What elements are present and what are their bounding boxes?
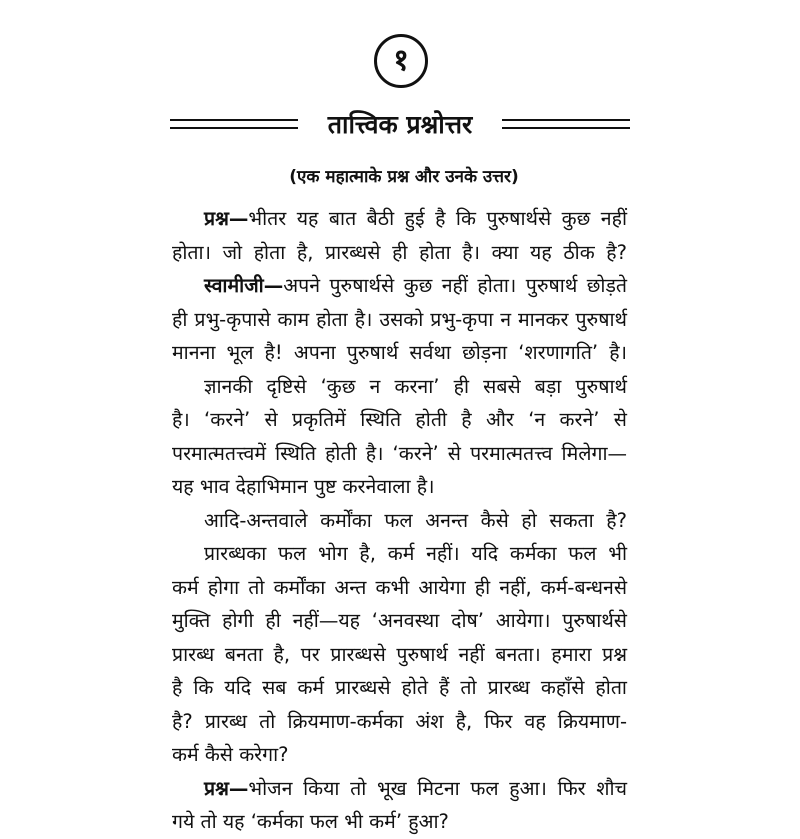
line-text: है। ‘करने’ से प्रकृतिमें स्थिति होती है और ‘न करने’ से (172, 408, 627, 431)
line-text: प्रारब्ध बनता है, पर प्रारब्धसे पुरुषार्थ नहीं बनता। हमारा प्रश्न (172, 642, 627, 666)
text-line (172, 236, 627, 270)
speaker-label: प्रश्न— (204, 776, 249, 800)
text-line (172, 705, 627, 739)
heading-rule-left (170, 119, 298, 129)
text-line (172, 437, 627, 471)
chapter-number-badge (374, 34, 428, 88)
chapter-subtitle: (एक महात्माके प्रश्न और उनके उत्तर) (289, 167, 519, 187)
heading-rule-right (502, 119, 630, 129)
chapter-number: १ (393, 43, 409, 78)
chapter-title: तात्त्विक प्रश्नोत्तर (327, 109, 473, 139)
line-text: होता। जो होता है, प्रारब्धसे ही होता है। क्या यह ठीक है? (172, 240, 627, 264)
text-line (172, 470, 627, 504)
line-text: अपने पुरुषार्थसे कुछ नहीं होता। पुरुषार्थ छोड़ते (283, 274, 627, 297)
line-text: ज्ञानकी दृष्टिसे ‘कुछ न करना’ ही सबसे बड़ा पुरुषार्थ (204, 374, 627, 398)
text-line (172, 571, 627, 605)
speaker-label: प्रश्न— (204, 207, 249, 230)
line-text: मानना भूल है! अपना पुरुषार्थ सर्वथा छोड़ना ‘शरणागति’ है। (172, 341, 627, 364)
line-text: प्रारब्धका फल भोग है, कर्म नहीं। यदि कर्मका फल भी (204, 542, 627, 565)
text-line (172, 403, 627, 437)
text-line (172, 504, 627, 538)
text-line (172, 202, 627, 236)
text-line (172, 537, 627, 571)
line-text: है? प्रारब्ध तो क्रियमाण-कर्मका अंश है, फिर वह क्रियमाण- (172, 709, 627, 733)
body-text (172, 202, 627, 839)
line-text: भोजन किया तो भूख मिटना फल हुआ। फिर शौच (248, 776, 627, 800)
text-line (172, 638, 627, 672)
text-line (172, 269, 627, 303)
line-text: मुक्ति होगी ही नहीं—यह ‘अनवस्था दोष’ आयेगा। पुरुषार्थसे (172, 609, 627, 632)
text-line (172, 805, 627, 839)
line-text: आदि-अन्तवाले कर्मोंका फल अनन्त कैसे हो सकता है? (204, 508, 627, 532)
line-text: गये तो यह ‘कर्मका फल भी कर्म’ हुआ? (172, 810, 449, 833)
text-line (172, 604, 627, 638)
line-text: कर्म होगा तो कर्मोंका अन्त कभी आयेगा ही नहीं, कर्म-बन्धनसे (172, 575, 627, 599)
line-text: ही प्रभु-कृपासे काम होता है। उसको प्रभु-कृपा न मानकर पुरुषार्थ (172, 307, 627, 331)
line-text: है कि यदि सब कर्म प्रारब्धसे होते हैं तो प्रारब्ध कहाँसे होता (172, 676, 627, 699)
text-line (172, 370, 627, 404)
line-text: परमात्मतत्त्वमें स्थिति होती है। ‘करने’ से परमात्मतत्त्व मिलेगा— (172, 441, 627, 465)
speaker-label: स्वामीजी— (204, 274, 284, 297)
chapter-heading (170, 104, 630, 144)
text-line (172, 336, 627, 370)
line-text: कर्म कैसे करेगा? (172, 743, 289, 766)
line-text: यह भाव देहाभिमान पुष्ट करनेवाला है। (172, 475, 435, 498)
text-line (172, 303, 627, 337)
line-text: भीतर यह बात बैठी हुई है कि पुरुषार्थसे कुछ नहीं (248, 207, 627, 230)
text-line (172, 738, 627, 772)
text-line (172, 671, 627, 705)
